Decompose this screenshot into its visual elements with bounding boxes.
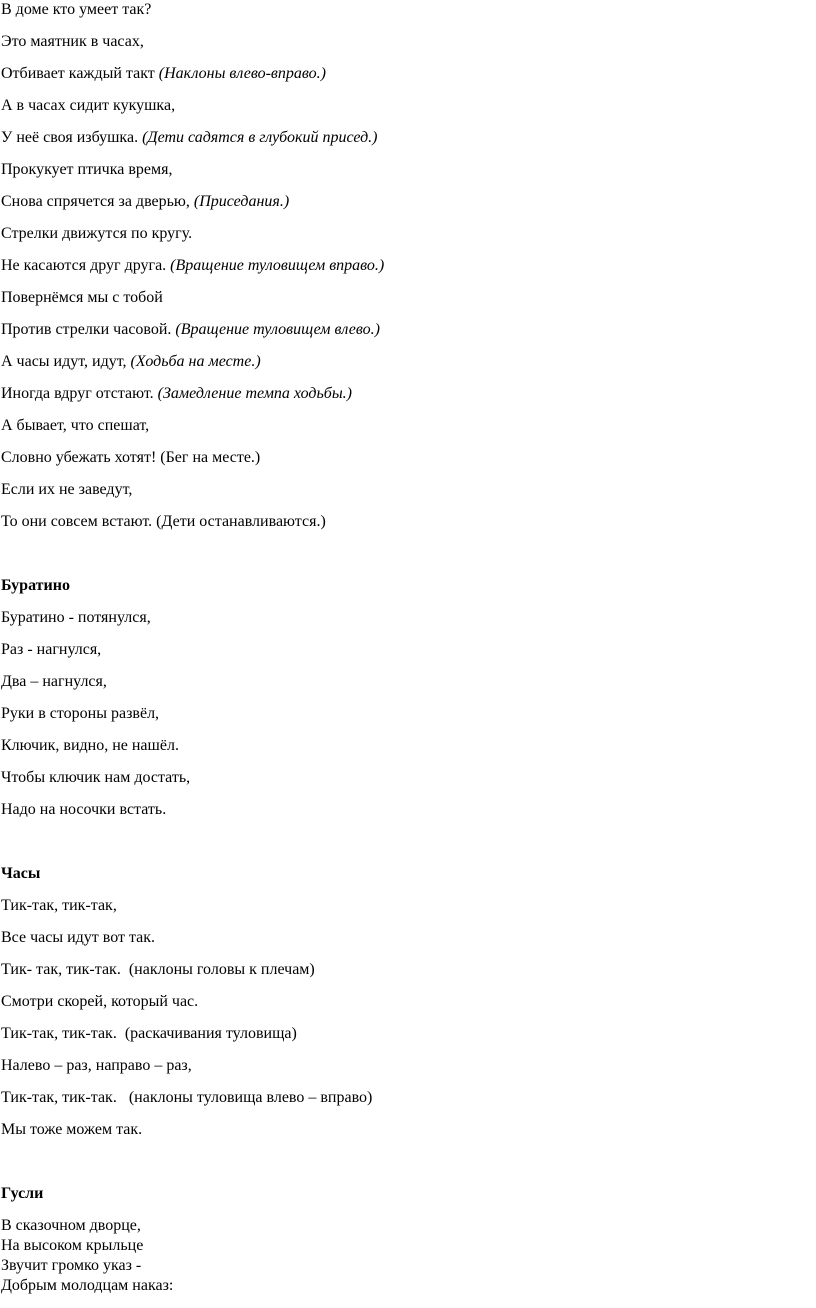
buratino-line-4: Руки в стороны развёл, <box>1 705 160 722</box>
chasy-line-2: Все часы идут вот так. <box>1 929 156 946</box>
chasy-line-3: Тик- так, тик-так. (наклоны головы к плечам) <box>1 961 315 978</box>
section-heading-gusli: Гусли <box>1 1185 44 1202</box>
chasy-line-6: Налево – раз, направо – раз, <box>1 1057 192 1074</box>
poem-clock-line-12: А часы идут, идут, (Ходьба на месте.) <box>1 353 261 370</box>
exercise-note: (Вращение туловищем влево.) <box>175 321 380 338</box>
gusli-line-3: Звучит громко указ - <box>1 1257 142 1274</box>
poem-clock-line-10: Повернёмся мы с тобой <box>1 289 163 306</box>
chasy-line-7: Тик-так, тик-так. (наклоны туловища влево – вправо) <box>1 1089 373 1106</box>
poem-clock-line-8: Стрелки движутся по кругу. <box>1 225 193 242</box>
buratino-line-3: Два – нагнулся, <box>1 673 107 690</box>
chasy-line-8: Мы тоже можем так. <box>1 1121 143 1138</box>
section-heading-buratino: Буратино <box>1 577 70 594</box>
poem-clock-line-3: Отбивает каждый такт (Наклоны влево-вправо.) <box>1 65 326 82</box>
poem-clock-line-14: А бывает, что спешат, <box>1 417 150 434</box>
exercise-note: (Приседания.) <box>193 193 290 210</box>
buratino-line-7: Надо на носочки встать. <box>1 801 167 818</box>
buratino-line-6: Чтобы ключик нам достать, <box>1 769 191 786</box>
poem-clock-line-6: Прокукует птичка время, <box>1 161 173 178</box>
exercise-note: (Замедление темпа ходьбы.) <box>157 385 352 402</box>
poem-clock-line-13: Иногда вдруг отстают. (Замедление темпа ходьбы.) <box>1 385 352 402</box>
poem-clock-line-16: Если их не заведут, <box>1 481 133 498</box>
poem-clock-line-9: Не касаются друг друга. (Вращение туловищем вправо.) <box>1 257 385 274</box>
poem-clock-line-1: В доме кто умеет так? <box>1 1 152 18</box>
poem-clock-line-17: То они совсем встают. (Дети останавливаются.) <box>1 513 326 530</box>
poem-clock-line-11: Против стрелки часовой. (Вращение туловищем влево.) <box>1 321 380 338</box>
exercise-note: (Дети садятся в глубокий присед.) <box>142 129 378 146</box>
exercise-note: (Ходьба на месте.) <box>130 353 261 370</box>
chasy-line-1: Тик-так, тик-так, <box>1 897 117 914</box>
poem-clock-line-4: А в часах сидит кукушка, <box>1 97 176 114</box>
poem-clock-line-7: Снова спрячется за дверью, (Приседания.) <box>1 193 290 210</box>
buratino-line-5: Ключик, видно, не нашёл. <box>1 737 179 754</box>
poem-clock-line-2: Это маятник в часах, <box>1 33 144 50</box>
chasy-line-4: Смотри скорей, который час. <box>1 993 199 1010</box>
section-heading-chasy: Часы <box>1 865 41 882</box>
exercise-note: (Наклоны влево-вправо.) <box>158 65 326 82</box>
gusli-line-2: На высоком крыльце <box>1 1237 144 1254</box>
chasy-line-5: Тик-так, тик-так. (раскачивания туловища) <box>1 1025 297 1042</box>
poem-clock-line-5: У неё своя избушка. (Дети садятся в глубокий присед.) <box>1 129 378 146</box>
gusli-line-4: Добрым молодцам наказ: <box>1 1277 174 1294</box>
buratino-line-2: Раз - нагнулся, <box>1 641 102 658</box>
poem-clock-line-15: Словно убежать хотят! (Бег на месте.) <box>1 449 261 466</box>
gusli-line-1: В сказочном дворце, <box>1 1217 141 1234</box>
exercise-note: (Вращение туловищем вправо.) <box>170 257 385 274</box>
buratino-line-1: Буратино - потянулся, <box>1 609 151 626</box>
